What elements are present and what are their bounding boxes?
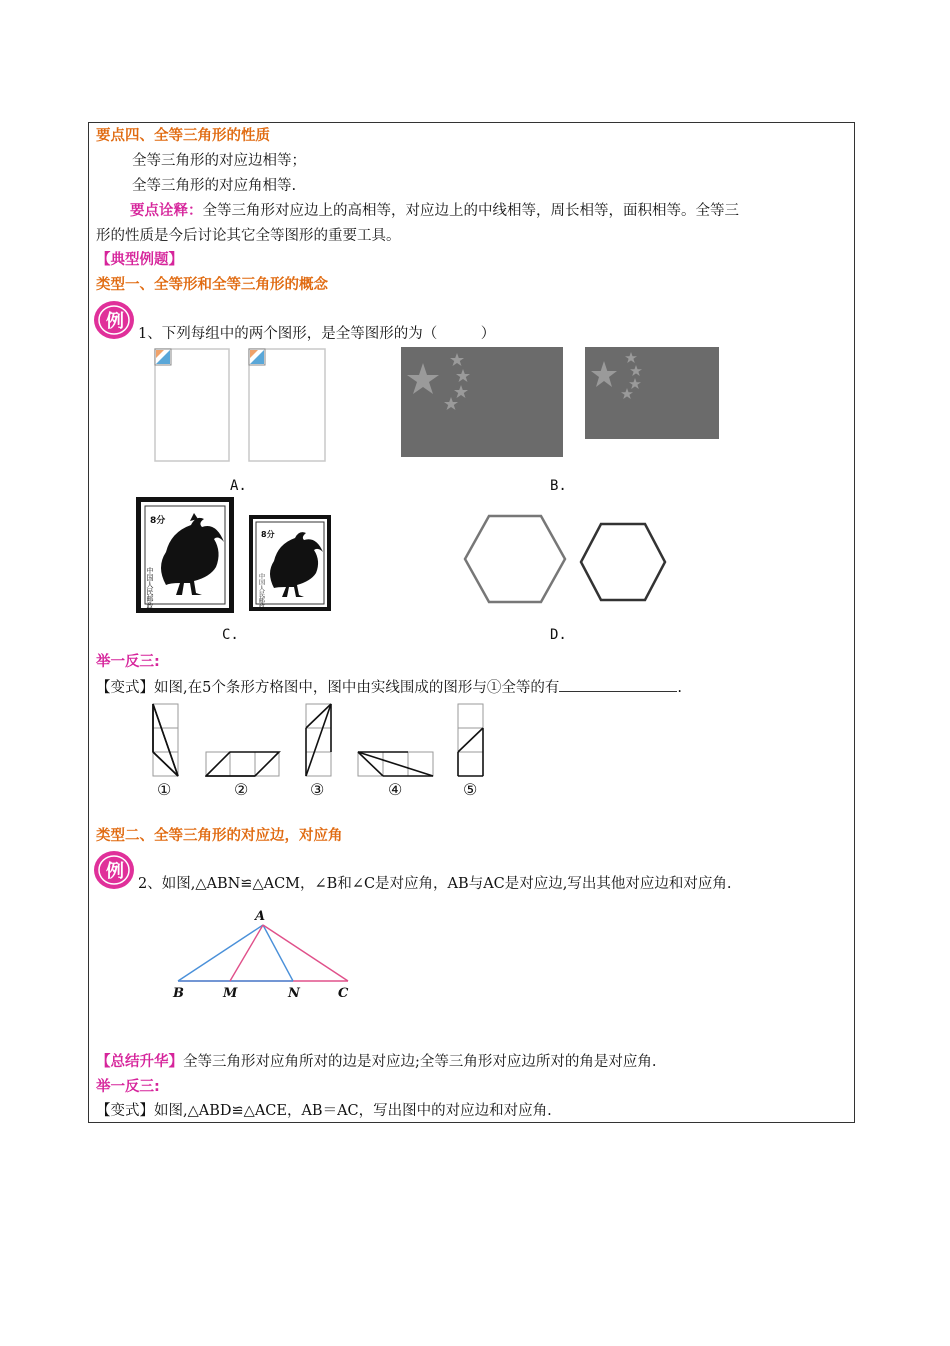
example-badge-icon [92,298,138,342]
property-sides: 全等三角形的对应边相等； [132,153,306,169]
svg-text:中国人民邮政: 中国人民邮政 [146,567,154,609]
grid-figure-2 [205,751,281,778]
svg-text:8分: 8分 [261,530,275,539]
grid-label-2: ② [234,780,249,799]
option-a-figure-2 [247,347,327,463]
answer-blank[interactable] [559,677,677,692]
svg-text:M: M [223,986,238,1001]
type2-heading: 类型二、全等三角形的对应边，对应角 [96,828,343,844]
variant1-heading: 举一反三: [96,654,160,670]
key-note-continued: 形的性质是今后讨论其它全等图形的重要工具。 [96,228,401,244]
summary-label: 【总结升华】 [96,1054,183,1070]
option-c-stamp-small [249,515,331,611]
summary-text: 全等三角形对应角所对的边是对应边;全等三角形对应边所对的角是对应角. [183,1054,657,1070]
summary [96,1052,657,1072]
grid-figure-1 [152,703,180,777]
variant1-question: 【变式】如图,在5个条形方格图中，图中由实线围成的图形与①全等的有 . [96,677,682,698]
svg-text:中国人民邮政: 中国人民邮政 [257,573,265,609]
option-b-flag-large [401,347,563,457]
option-c-label: C. [222,627,239,643]
examples-heading: 【典型例题】 [96,252,183,268]
example-badge-icon [92,848,138,892]
grid-figure-5 [457,703,485,777]
grid-label-1: ① [157,780,172,799]
section-heading: 要点四、全等三角形的性质 [96,128,270,144]
question-1: 1、下列每组中的两个图形，是全等图形的为（ ） [138,326,496,342]
option-d-hexagon-small [579,521,667,603]
grid-label-4: ④ [388,780,403,799]
option-b-flag-small [585,347,719,439]
key-note [130,201,739,221]
svg-text:A: A [255,909,266,924]
svg-text:例: 例 [106,861,124,882]
grid-figure-3 [305,703,333,777]
variant2-question: 【变式】如图,△ABD≌△ACE，AB＝AC，写出图中的对应边和对应角. [96,1103,552,1119]
option-d-hexagon-large [462,512,568,606]
svg-text:例: 例 [106,311,124,332]
grid-figure-4 [357,751,435,778]
option-c-stamp-large [136,497,234,613]
key-note-label: 要点诠释： [130,203,203,219]
option-d-label: D. [550,627,567,643]
svg-text:C: C [338,986,349,1001]
svg-text:N: N [288,986,300,1001]
question-2: 2、如图,△ABN≌△ACM，∠B和∠C是对应角，AB与AC是对应边,写出其他对应边和对应角. [138,876,732,892]
key-note-text: 全等三角形对应边上的高相等，对应边上的中线相等，周长相等，面积相等。全等三 [202,203,739,219]
grid-label-3: ③ [310,780,325,799]
option-a-label: A. [230,478,247,494]
option-b-label: B. [550,478,567,494]
grid-label-5: ⑤ [463,780,478,799]
property-angles: 全等三角形的对应角相等. [132,178,297,194]
type1-heading: 类型一、全等形和全等三角形的概念 [96,277,328,293]
svg-text:8分: 8分 [150,516,166,526]
option-a-figure-1 [153,347,231,463]
variant2-heading: 举一反三: [96,1079,160,1095]
svg-text:B: B [173,986,184,1001]
triangle-figure [168,905,358,1001]
